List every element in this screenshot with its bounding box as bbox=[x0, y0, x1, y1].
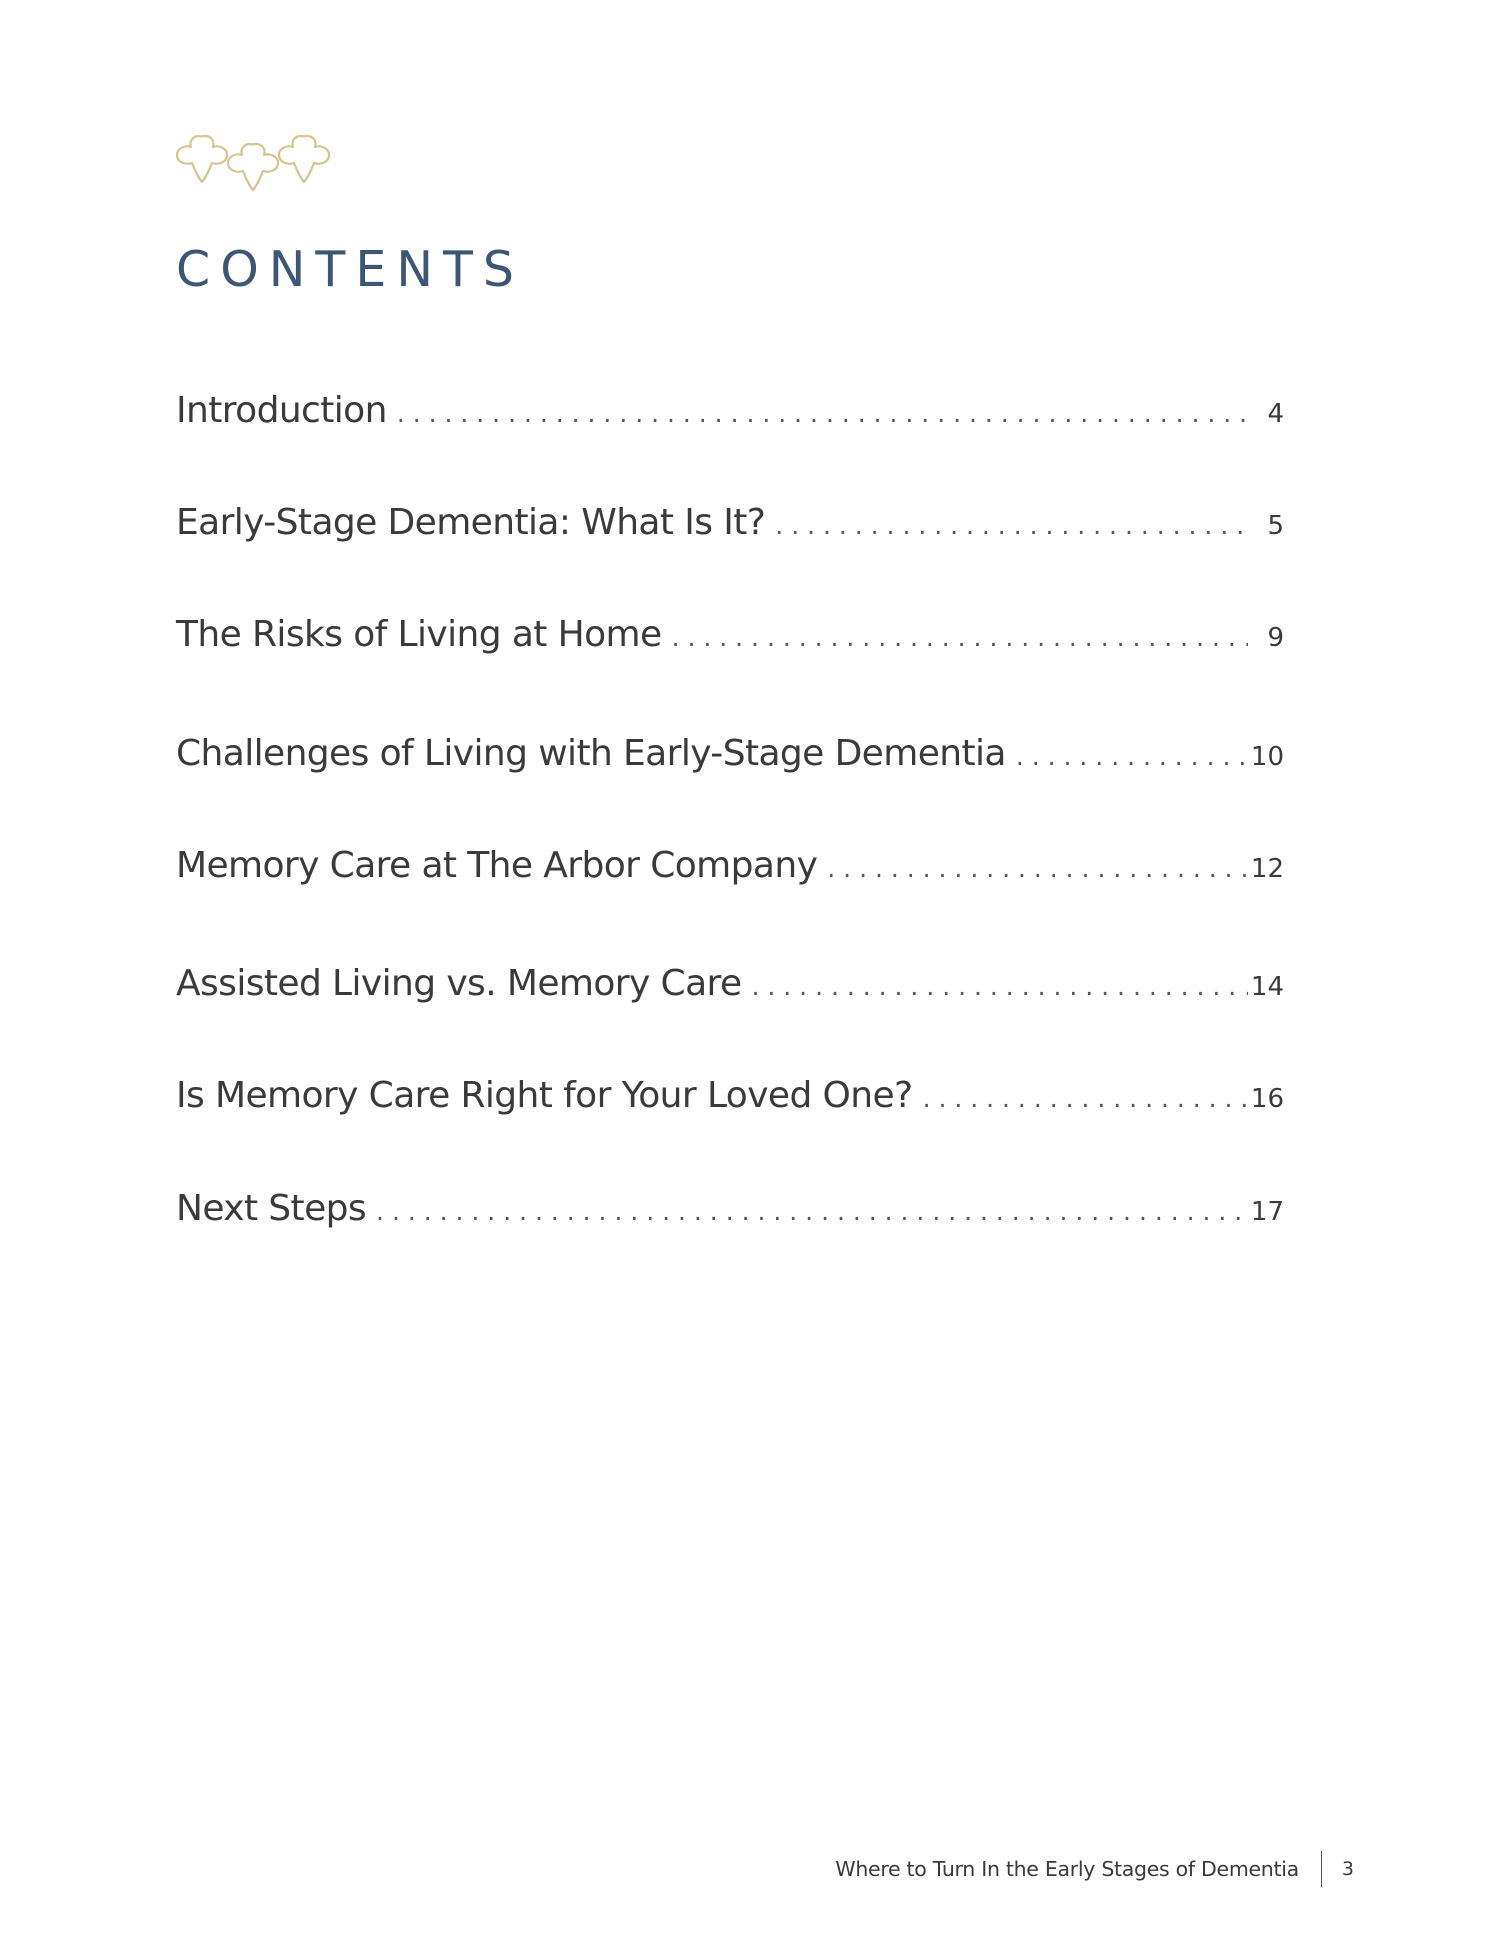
toc-entry[interactable] bbox=[176, 1188, 1284, 1244]
toc-entry-page: 12 bbox=[1250, 854, 1284, 884]
toc-entry-page: 16 bbox=[1250, 1084, 1284, 1114]
toc-entry[interactable] bbox=[176, 390, 1284, 446]
toc-entry-page: 10 bbox=[1250, 742, 1284, 772]
table-of-contents bbox=[176, 0, 1284, 1300]
toc-entry-title: Introduction bbox=[176, 390, 387, 431]
toc-entry-title: Next Steps bbox=[176, 1188, 367, 1229]
toc-entry[interactable] bbox=[176, 502, 1284, 558]
toc-entry-title: The Risks of Living at Home bbox=[176, 614, 662, 655]
toc-entry-title: Assisted Living vs. Memory Care bbox=[176, 963, 742, 1004]
toc-dot-leader bbox=[913, 1084, 1248, 1113]
toc-dot-leader bbox=[662, 623, 1248, 652]
toc-dot-leader bbox=[742, 972, 1249, 1001]
toc-entry[interactable] bbox=[176, 614, 1284, 670]
toc-entry-title: Early-Stage Dementia: What Is It? bbox=[176, 502, 766, 543]
toc-dot-leader bbox=[1006, 742, 1248, 771]
toc-entry-title: Memory Care at The Arbor Company bbox=[176, 845, 818, 886]
toc-entry-page: 17 bbox=[1250, 1197, 1284, 1227]
toc-entry-page: 5 bbox=[1267, 511, 1284, 541]
toc-dot-leader bbox=[817, 854, 1248, 883]
toc-entry[interactable] bbox=[176, 963, 1284, 1019]
toc-entry[interactable] bbox=[176, 845, 1284, 901]
footer-page-number: 3 bbox=[1341, 1858, 1354, 1880]
toc-entry-page: 14 bbox=[1250, 972, 1284, 1002]
toc-entry-title: Is Memory Care Right for Your Loved One? bbox=[176, 1075, 913, 1116]
page-footer bbox=[835, 1851, 1354, 1887]
toc-entry[interactable] bbox=[176, 733, 1284, 789]
toc-dot-leader bbox=[366, 1197, 1248, 1226]
toc-entry-page: 4 bbox=[1267, 399, 1284, 429]
toc-entry[interactable] bbox=[176, 1075, 1284, 1131]
footer-document-title: Where to Turn In the Early Stages of Dementia bbox=[835, 1857, 1299, 1881]
toc-entry-title: Challenges of Living with Early-Stage Dementia bbox=[176, 733, 1006, 774]
toc-entry-page: 9 bbox=[1267, 623, 1284, 653]
toc-dot-leader bbox=[765, 511, 1248, 540]
contents-heading: CONTENTS bbox=[176, 241, 525, 298]
toc-dot-leader bbox=[387, 399, 1248, 428]
footer-divider bbox=[1321, 1851, 1322, 1887]
